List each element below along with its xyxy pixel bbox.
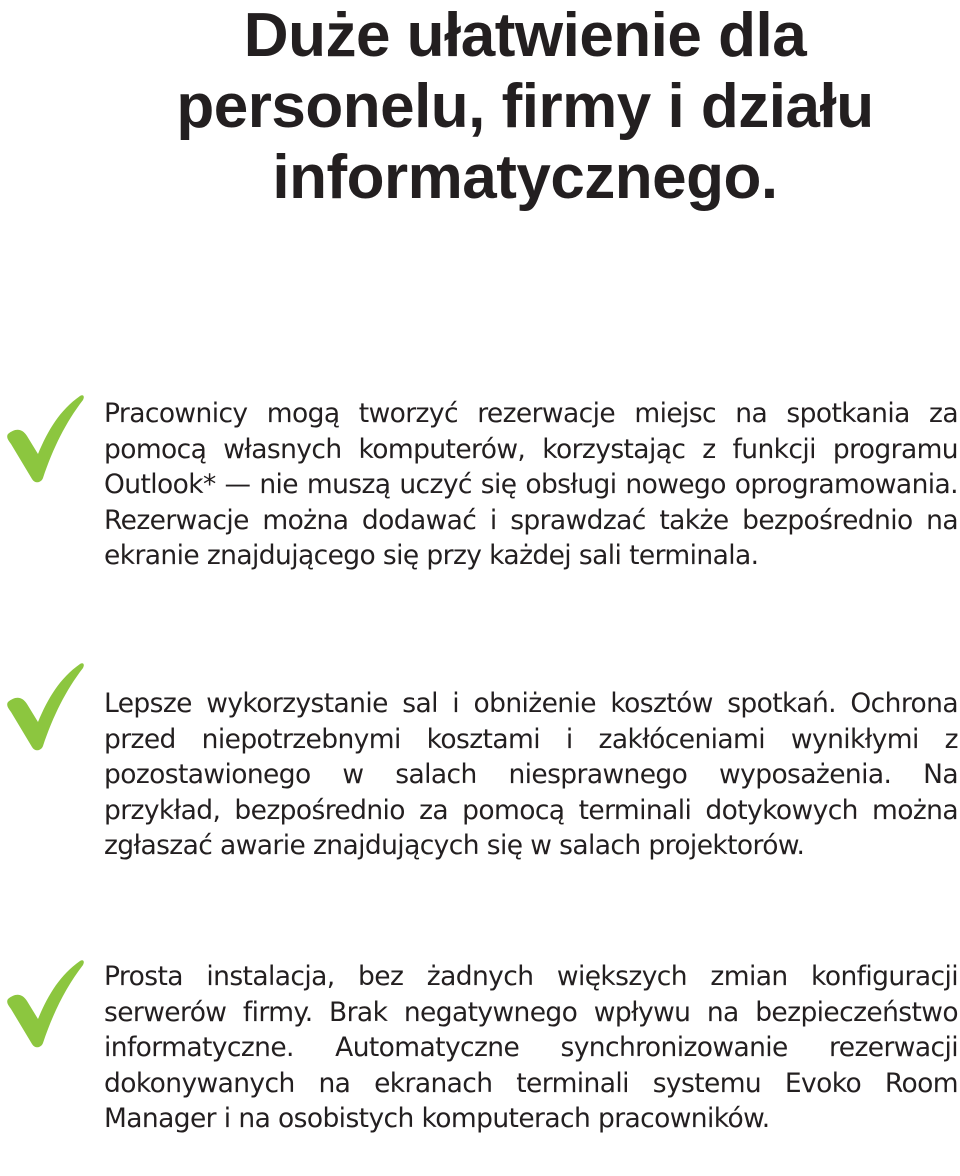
feature-text-3: Prosta instalacja, bez żadnych większych zmian konfiguracji serwerów firmy. Brak negatywnego wpływu na bezpieczeństwo informatyczne. Automatyczne synchronizowanie rezerwacji dokonywanych na ekranach terminali systemu Evoko Room Manager i na osobistych komputerach pracowników. [104,961,958,1134]
checkmark-icon [6,660,84,752]
checkmark-icon [6,957,84,1049]
checkmark-icon [6,392,84,484]
feature-text-2: Lepsze wykorzystanie sal i obniżenie kosztów spotkań. Ochrona przed niepotrzebnymi kosztami i zakłóceniami wynikłymi z pozostawionego w salach niesprawnego wyposażenia. Na przykład, bezpośrednio za pomocą terminali dotykowych można zgłaszać awarie znajdujących się w salach projektorów. [104,688,958,861]
page-title: Duże ułatwienie dla personelu, firmy i działu informatycznego. [176,1,874,212]
feature-text-1: Pracownicy mogą tworzyć rezerwacje miejsc na spotkania za pomocą własnych komputerów, korzystając z funkcji programu Outlook* — nie muszą uczyć się obsługi nowego oprogramowania. Rezerwacje można dodawać i sprawdzać także bezpośrednio na ekranie znajdującego się przy każdej sali terminala. [104,398,958,571]
